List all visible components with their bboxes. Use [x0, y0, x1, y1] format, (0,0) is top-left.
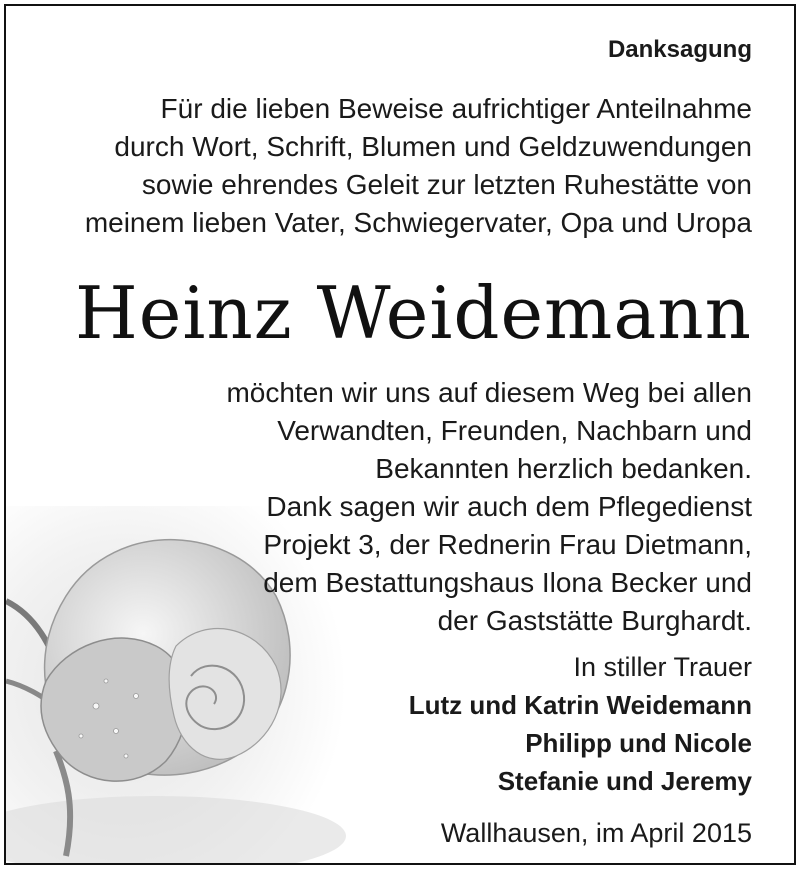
intro-paragraph [32, 90, 752, 242]
thanks-line: möchten wir uns auf diesem Weg bei allen [226, 377, 752, 408]
heading-danksagung: Danksagung [607, 36, 752, 63]
thanks-line: Projekt 3, der Rednerin Frau Dietmann, [263, 529, 752, 560]
place-date: Wallhausen, im April 2015 [440, 818, 752, 848]
obituary-card [4, 4, 796, 865]
intro-line: meinem lieben Vater, Schwiegervater, Opa und Uropa [84, 207, 752, 238]
thanks-line: dem Bestattungshaus Ilona Becker und [263, 567, 752, 598]
family-line: Stefanie und Jeremy [497, 766, 752, 796]
mourning-phrase: In stiller Trauer [573, 652, 752, 682]
intro-line: Für die lieben Beweise aufrichtiger Anteilnahme [160, 93, 752, 124]
intro-line: sowie ehrendes Geleit zur letzten Ruhestätte von [141, 169, 752, 200]
thanks-line: Dank sagen wir auch dem Pflegedienst [266, 491, 752, 522]
thanks-line: der Gaststätte Burghardt. [437, 605, 752, 636]
family-signatures [409, 686, 752, 800]
thanks-line: Verwandten, Freunden, Nachbarn und [277, 415, 752, 446]
family-line: Philipp und Nicole [525, 728, 752, 758]
thanks-line: Bekannten herzlich bedanken. [375, 453, 752, 484]
deceased-name: Heinz Weidemann [74, 271, 752, 355]
family-line: Lutz und Katrin Weidemann [408, 690, 752, 720]
thanks-paragraph [226, 374, 752, 640]
intro-line: durch Wort, Schrift, Blumen und Geldzuwendungen [114, 131, 752, 162]
